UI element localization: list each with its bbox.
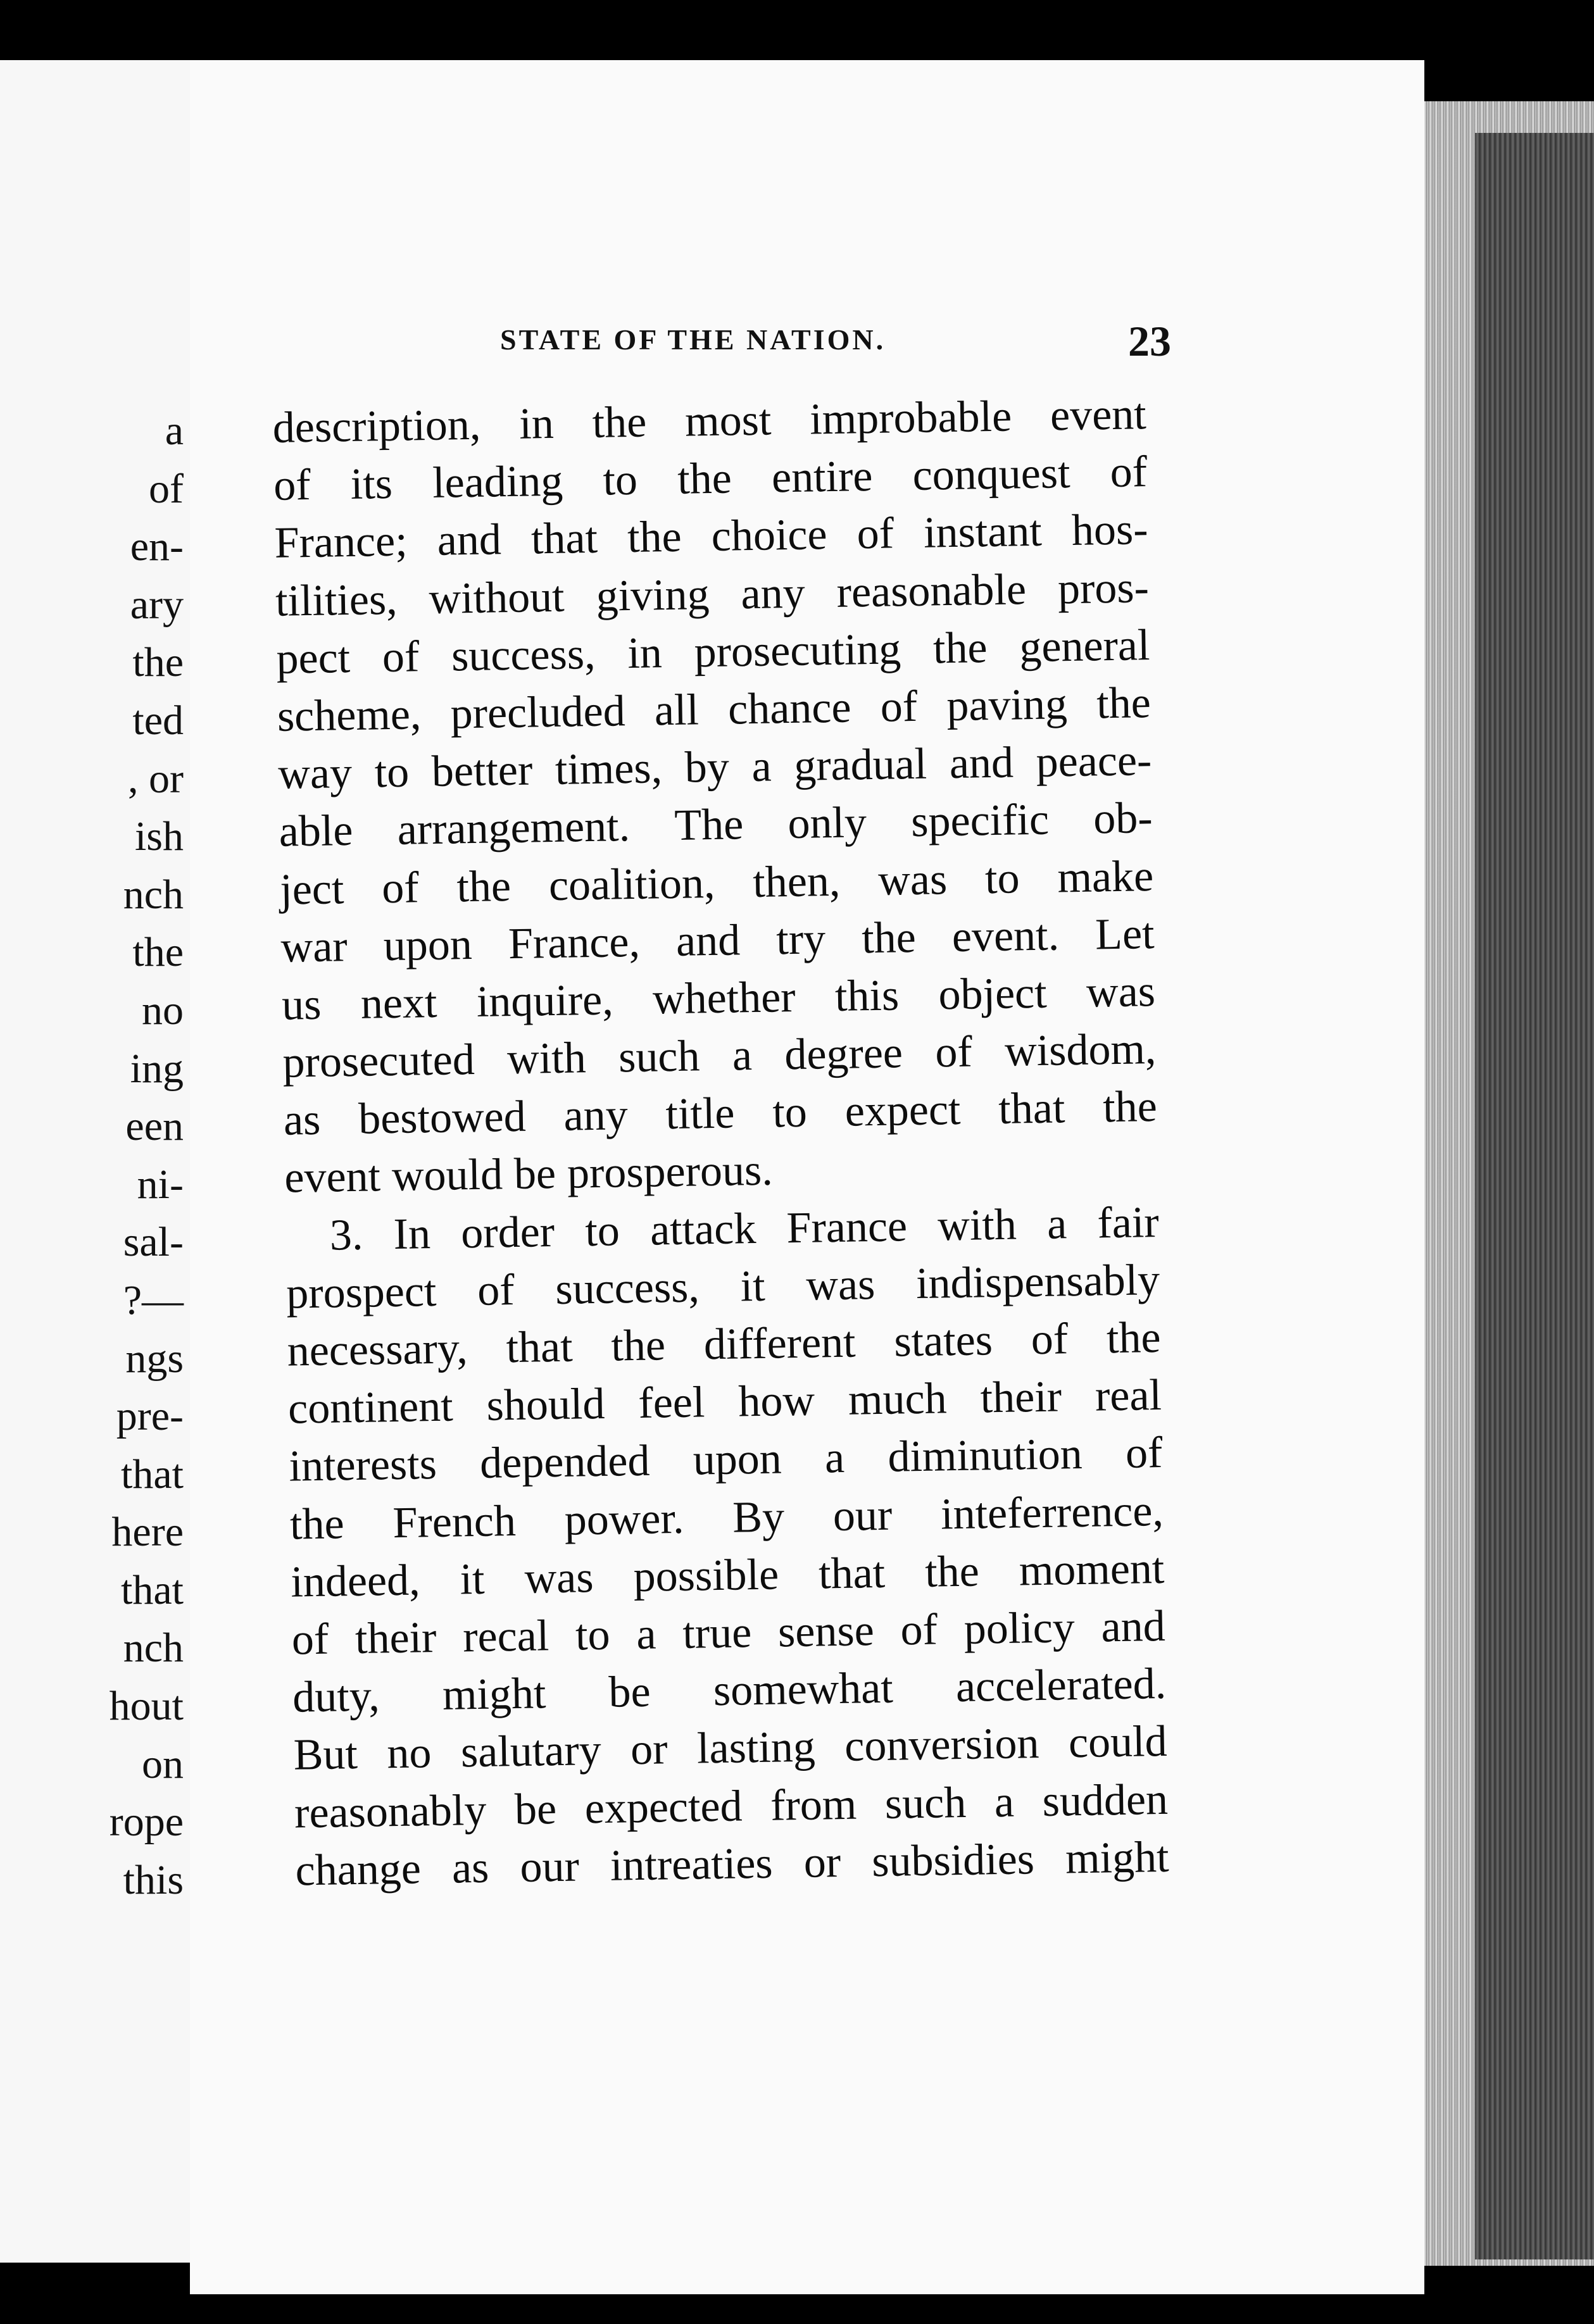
text-line: prospect of success, it was indispensably <box>286 1255 1160 1318</box>
running-head-title: STATE OF THE NATION. <box>500 323 886 356</box>
previous-page-line: ing <box>130 1045 184 1092</box>
previous-page-line: here <box>111 1509 184 1556</box>
previous-page-line: hout <box>109 1683 184 1730</box>
text-line: description, in the most improbable event <box>272 390 1147 453</box>
text-line: indeed, it was possible that the moment <box>290 1544 1165 1607</box>
text-line: 3. In order to attack France with a fair <box>329 1197 1160 1260</box>
previous-page-line: on <box>142 1740 184 1787</box>
text-line: tilities, without giving any reasonable pros- <box>275 563 1150 626</box>
previous-page-line: en- <box>130 523 184 570</box>
text-line: able arrangement. The only specific ob- <box>279 794 1153 857</box>
text-line: war upon France, and try the event. Let <box>280 909 1155 972</box>
text-line: continent should feel how much their real <box>287 1371 1162 1434</box>
previous-page-line: pre- <box>116 1393 184 1440</box>
text-line: prosecuted with such a degree of wisdom, <box>282 1025 1157 1087</box>
previous-page <box>0 60 194 2263</box>
previous-page-line: that <box>121 1451 184 1497</box>
previous-page-line: ngs <box>125 1335 184 1382</box>
text-line: of its leading to the entire conquest of <box>273 447 1148 511</box>
previous-page-line: , or <box>128 755 184 802</box>
book-fore-edge <box>1475 133 1594 2259</box>
text-line: But no salutary or lasting conversion could <box>293 1717 1168 1780</box>
previous-page-text <box>0 402 184 1909</box>
text-line: event would be prosperous. <box>284 1146 774 1203</box>
previous-page-line: no <box>142 987 184 1034</box>
page-number: 23 <box>1128 317 1171 365</box>
body-text <box>272 385 1169 1899</box>
previous-page-line: the <box>132 639 184 686</box>
previous-page-line: a <box>165 408 184 454</box>
text-line: pect of success, in prosecuting the general <box>275 620 1150 684</box>
text-line: the French power. By our inteferrence, <box>289 1486 1164 1549</box>
text-line: reasonably be expected from such a sudden <box>294 1775 1169 1838</box>
previous-page-line: een <box>125 1103 184 1150</box>
previous-page-line: ish <box>134 813 184 860</box>
text-line: ject of the coalition, then, was to make <box>279 851 1154 915</box>
previous-page-line: nch <box>123 871 184 918</box>
previous-page-line: ni- <box>137 1161 184 1208</box>
previous-page-line: that <box>121 1566 184 1613</box>
text-line: of their recal to a true sense of policy and <box>291 1601 1166 1665</box>
previous-page-line: of <box>149 465 184 512</box>
text-line: duty, might be somewhat accelerated. <box>292 1659 1167 1722</box>
previous-page-line: rope <box>109 1799 184 1846</box>
previous-page-line: nch <box>123 1625 184 1671</box>
text-line: change as our intreaties or subsidies might <box>295 1832 1170 1896</box>
running-head <box>298 316 1171 365</box>
text-line: scheme, precluded all chance of paving the <box>277 678 1152 741</box>
text-line: way to better times, by a gradual and peace- <box>277 736 1152 799</box>
previous-page-line: ted <box>132 697 184 744</box>
text-line: interests depended upon a diminution of <box>288 1428 1163 1492</box>
previous-page-line: ary <box>130 581 184 628</box>
text-line: us next inquire, whether this object was <box>281 966 1156 1030</box>
previous-page-line: ?— <box>123 1277 184 1323</box>
text-line: France; and that the choice of instant hos- <box>274 505 1149 568</box>
previous-page-line: this <box>123 1856 184 1903</box>
text-line: as bestowed any title to expect that the <box>283 1082 1158 1145</box>
previous-page-line: sal- <box>123 1219 184 1266</box>
text-line: necessary, that the different states of the <box>287 1313 1162 1376</box>
previous-page-line: the <box>132 929 184 976</box>
